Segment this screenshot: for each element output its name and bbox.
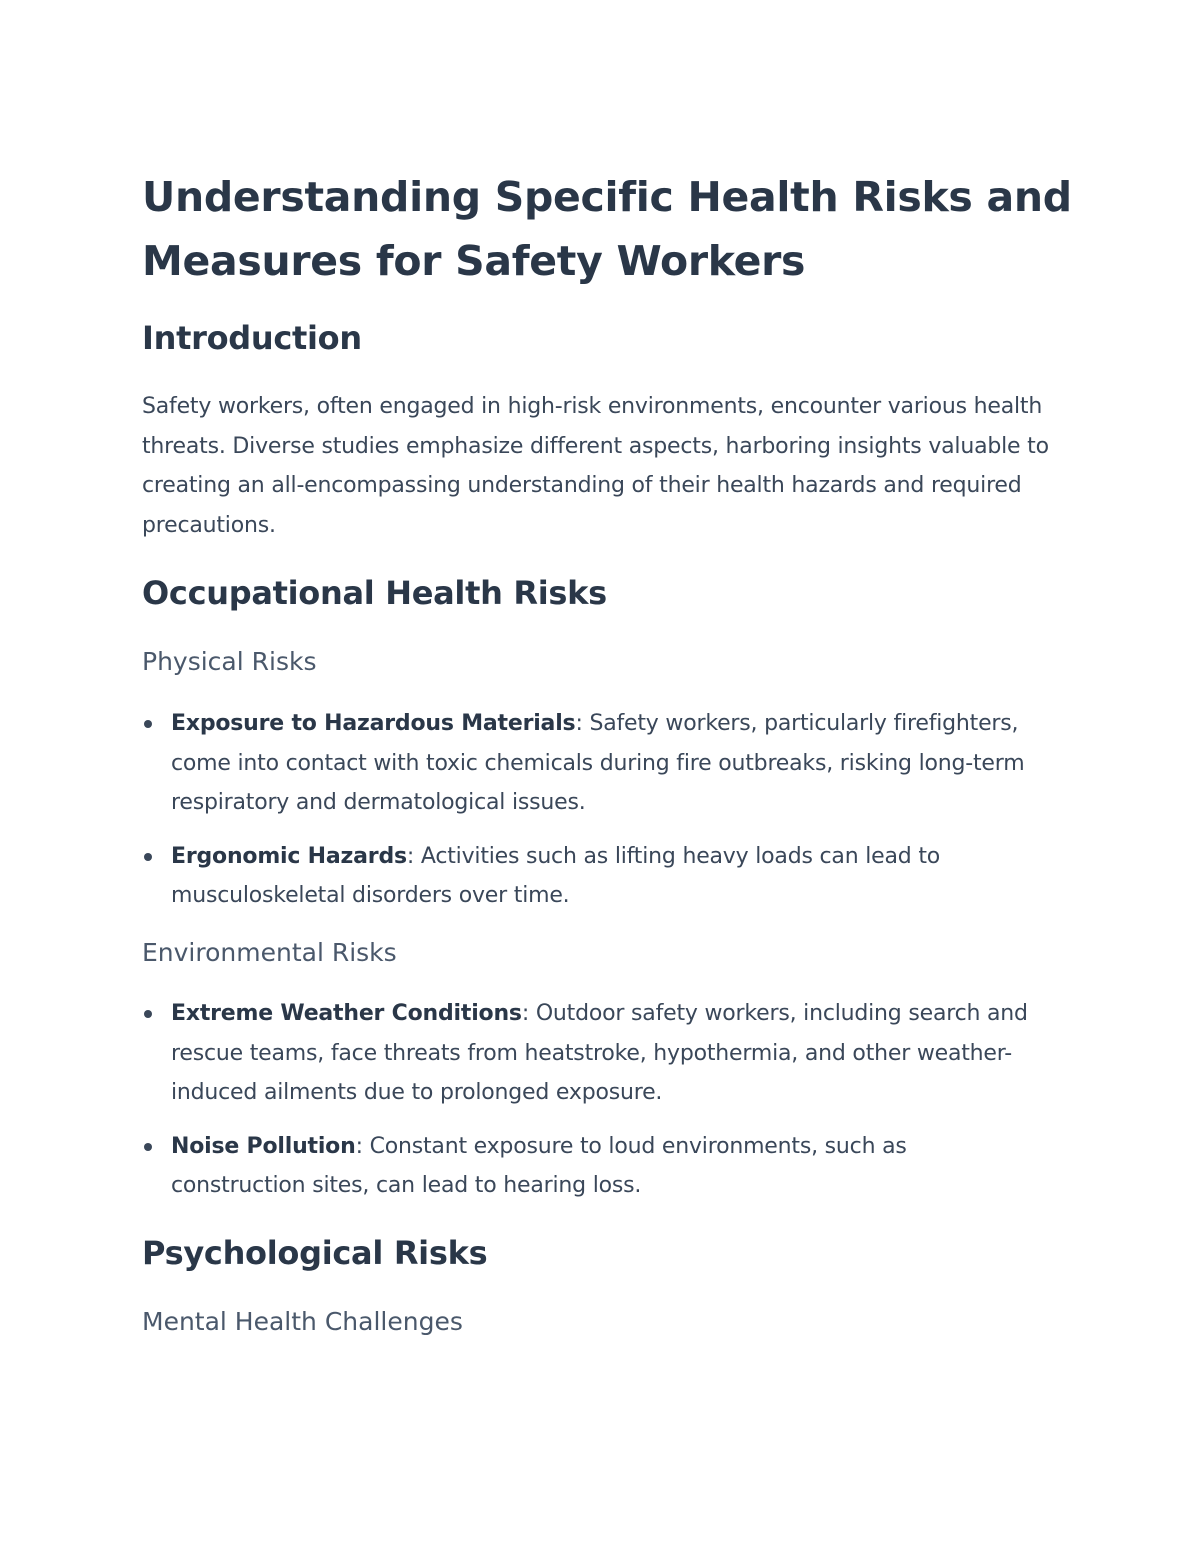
list-item-text: : Constant exposure to loud environments, such as construction sites, can lead to hearing loss. — [171, 1133, 907, 1198]
environmental-risks-heading: Environmental Risks — [142, 938, 397, 967]
bullet-icon — [144, 1143, 152, 1151]
list-item — [142, 704, 1042, 823]
occupational-risks-heading: Occupational Health Risks — [142, 574, 607, 612]
introduction-paragraph: Safety workers, often engaged in high-risk environments, encounter various health threats. Diverse studies emphasize different aspects, harboring insights valuable to creating an all-encompassing understanding of their health hazards and required precautions. — [142, 394, 1049, 538]
list-item-text: : Outdoor safety workers, including search and rescue teams, face threats from heatstroke, hypothermia, and other weather-induced ailments due to prolonged exposure. — [171, 1001, 1028, 1105]
list-item — [142, 1127, 1042, 1206]
list-item-term: Ergonomic Hazards — [171, 843, 407, 869]
psychological-risks-heading: Psychological Risks — [142, 1234, 488, 1272]
list-item-term: Noise Pollution — [171, 1133, 356, 1159]
list-item-text: : Activities such as lifting heavy loads can lead to musculoskeletal disorders over time. — [171, 843, 941, 908]
list-item — [142, 837, 1042, 916]
physical-risks-list — [142, 704, 1042, 930]
list-item-text: : Safety workers, particularly firefighters, come into contact with toxic chemicals during fire outbreaks, risking long-term respiratory and dermatological issues. — [171, 711, 1025, 815]
list-item — [142, 994, 1042, 1113]
physical-risks-heading: Physical Risks — [142, 647, 317, 676]
mental-health-heading: Mental Health Challenges — [142, 1307, 463, 1336]
list-item-term: Extreme Weather Conditions — [171, 1001, 522, 1026]
document-title: Understanding Specific Health Risks and Measures for Safety Workers — [142, 173, 1072, 285]
bullet-icon — [144, 853, 152, 861]
bullet-icon — [144, 1010, 152, 1018]
list-item-term: Exposure to Hazardous Materials — [171, 711, 576, 736]
introduction-heading: Introduction — [142, 319, 362, 357]
bullet-icon — [144, 720, 152, 728]
environmental-risks-list — [142, 994, 1042, 1220]
